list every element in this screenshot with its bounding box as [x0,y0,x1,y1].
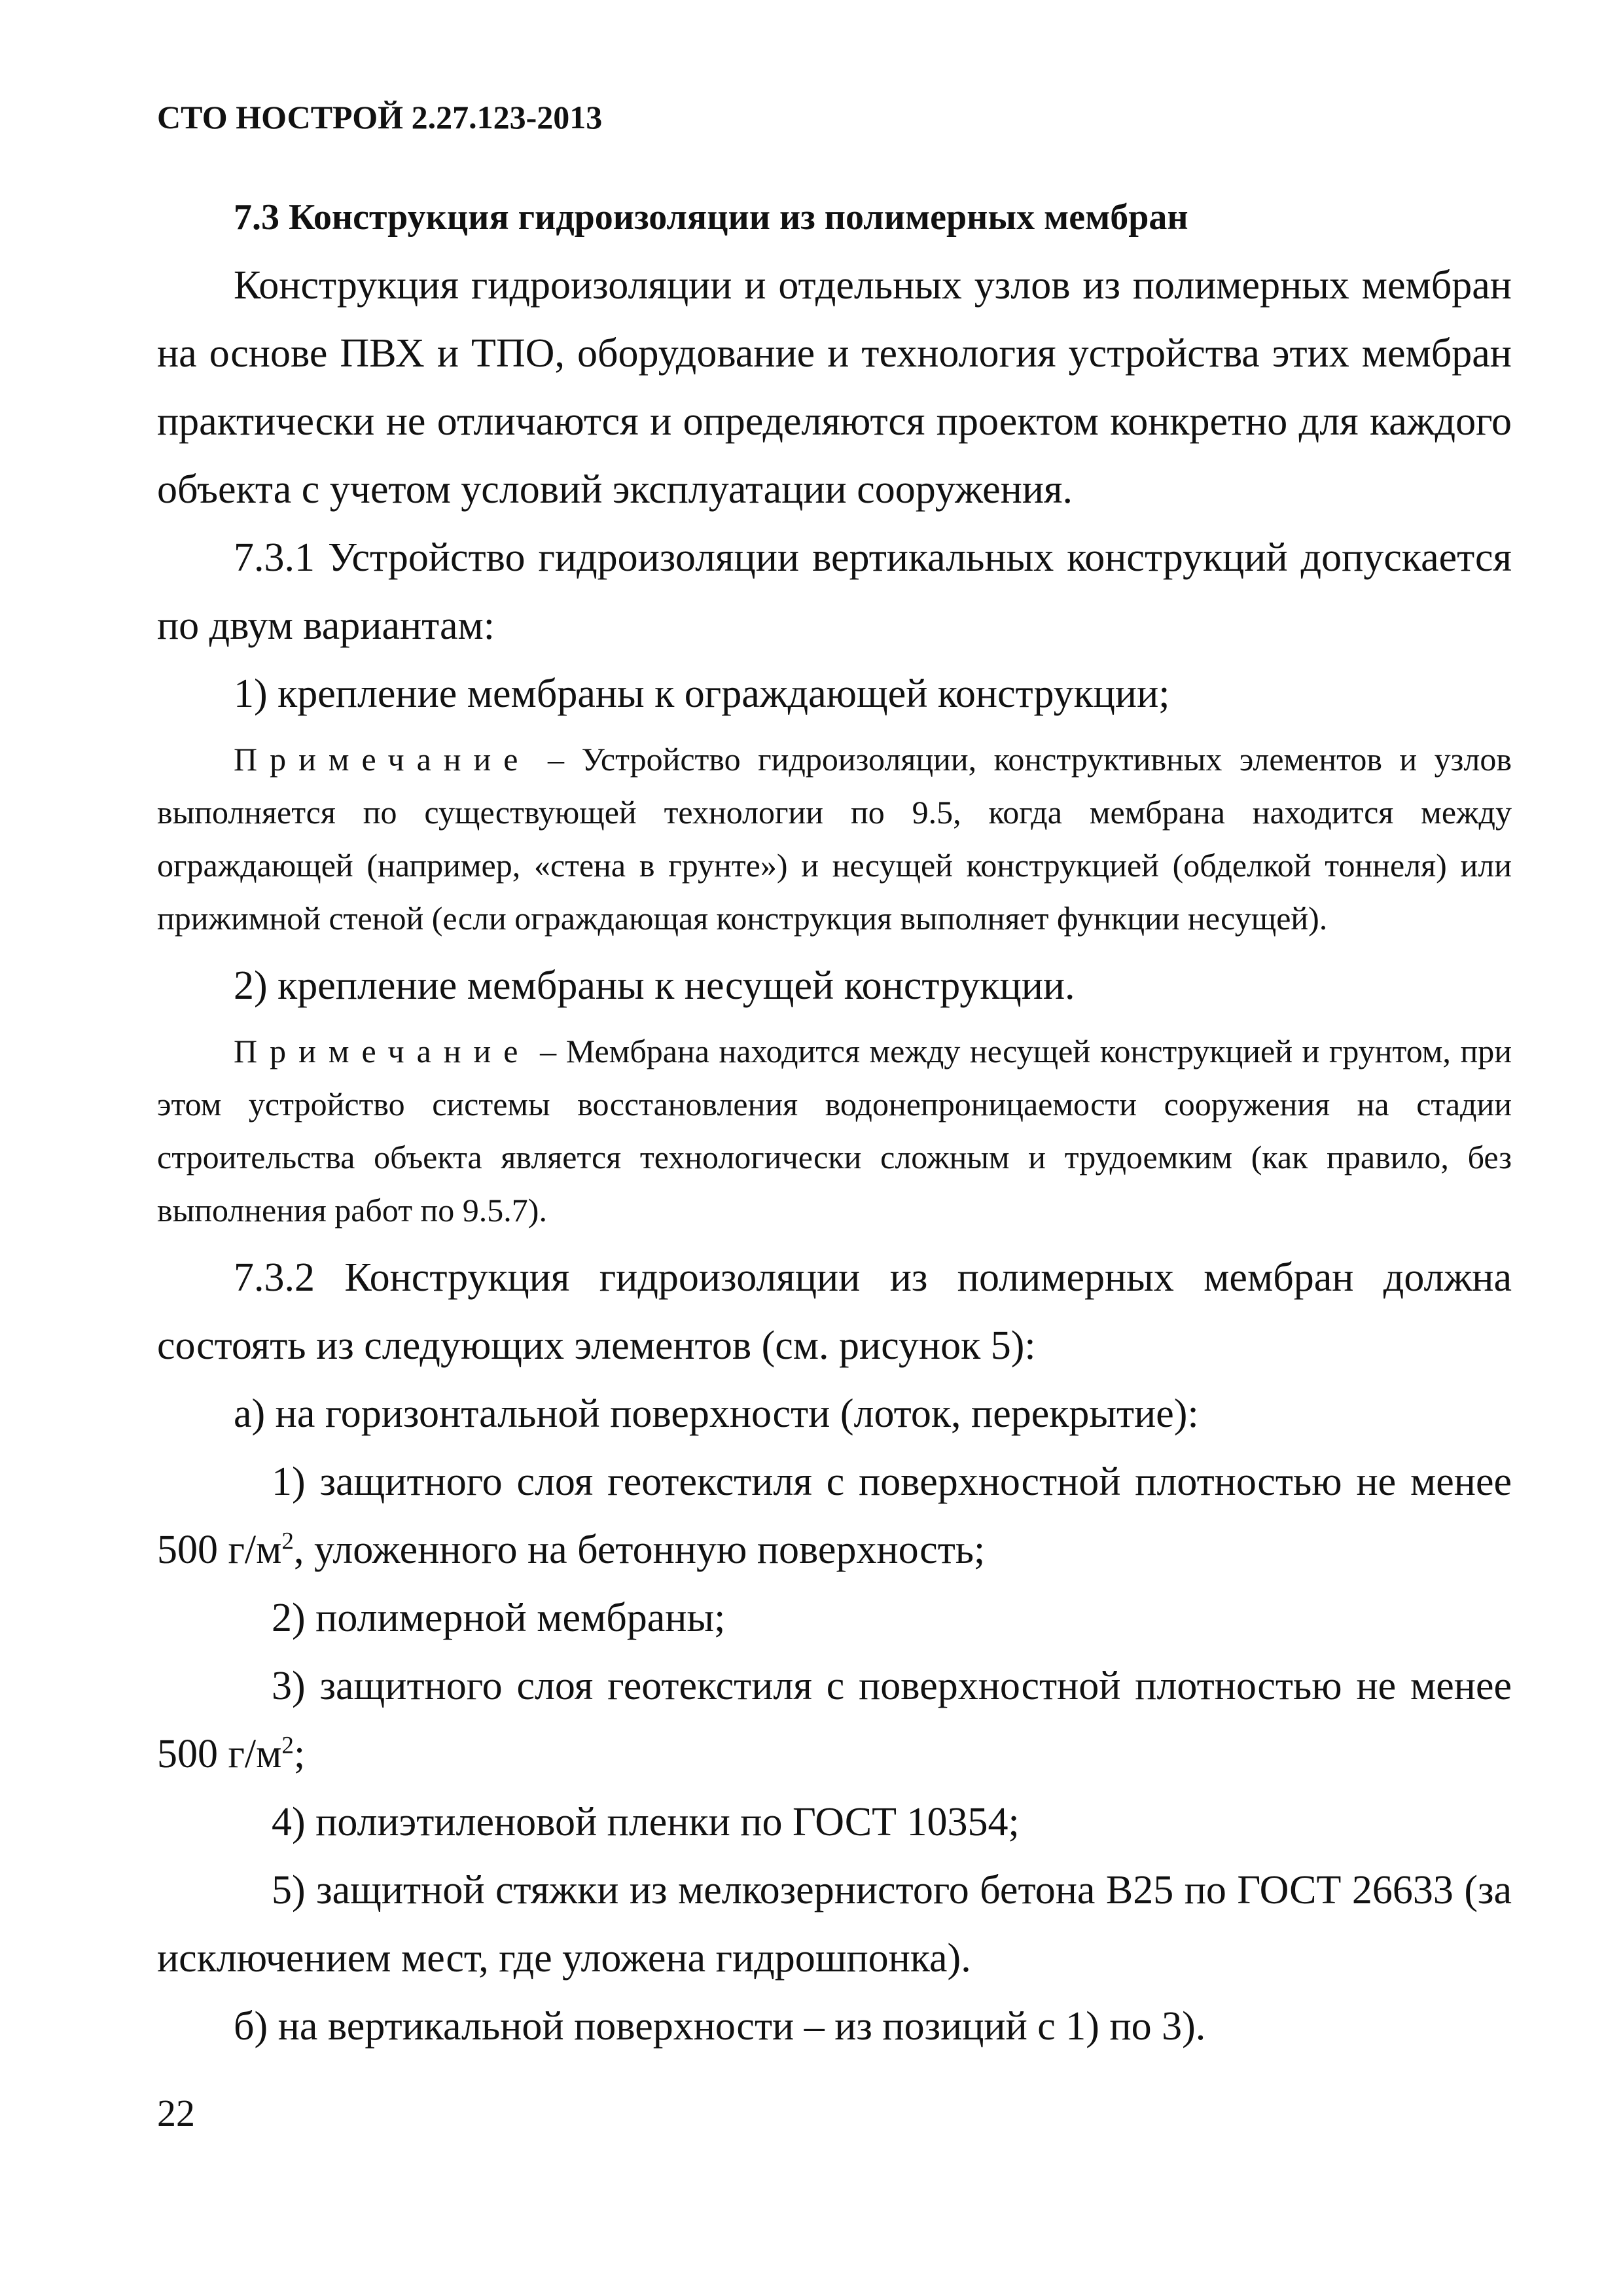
note-1 [157,733,1512,945]
item-a: а) на горизонтальной поверхности (лоток, перекрытие): [234,1391,1199,1436]
paragraph-7-3-1: 7.3.1 Устройство гидроизоляции вертикальных конструкций допускается по двум вариантам: [157,535,1512,648]
note-label: Примечание [234,741,531,778]
item-a-1: 1) защитного слоя геотекстиля с поверхностной плотностью не менее 500 $г/м^2$, уложенного на бетонную поверхность; [157,1460,1512,1572]
note-label: Примечание [234,1033,531,1069]
variant-2: 2) крепление мембраны к несущей конструкции. [234,963,1075,1008]
note-2-text: – Мембрана находится между несущей конструкцией и грунтом, при этом устройство системы восстановления водонепроницаемости сооружения на стадии строительства объекта является технологически сложным и трудоемким (как правило, без выполнения работ по 9.5.7). [157,1033,1512,1229]
section-title: 7.3 Конструкция гидроизоляции из полимерных мембран [234,197,1188,238]
item-a-4: 4) полиэтиленовой пленки по ГОСТ 10354; [272,1800,1020,1844]
item-b: б) на вертикальной поверхности – из позиций с 1) по 3). [234,2004,1206,2049]
paragraph-7-3-2: 7.3.2 Конструкция гидроизоляции из полимерных мембран должна состоять из следующих элементов (см. рисунок 5): [157,1255,1512,1368]
intro-paragraph: Конструкция гидроизоляции и отдельных узлов из полимерных мембран на основе ПВХ и ТПО, оборудование и технология устройства этих мембран практически не отличаются и определяются проектом конкретно для каждого объекта с учетом условий эксплуатации сооружения. [157,263,1512,512]
page-number: 22 [157,2092,195,2134]
document-body [157,183,1512,2060]
note-1-text: – Устройство гидроизоляции, конструктивных элементов и узлов выполняется по существующей технологии по 9.5, когда мембрана находится между ограждающей (например, «стена в грунте») и несущей конструкцией (обделкой тоннеля) или прижимной стеной (если ограждающая конструкция выполняет функции несущей). [157,741,1512,937]
item-a-5: 5) защитной стяжки из мелкозернистого бетона В25 по ГОСТ 26633 (за исключением мест, где уложена гидрошпонка). [157,1868,1512,1981]
item-a-2: 2) полимерной мембраны; [272,1596,726,1640]
variant-1: 1) крепление мембраны к ограждающей конструкции; [234,672,1170,716]
document-header: СТО НОСТРОЙ 2.27.123-2013 [157,99,603,135]
item-a-3: 3) защитного слоя геотекстиля с поверхностной плотностью не менее 500 $г/м^2$; [157,1664,1512,1776]
note-2 [157,1025,1512,1237]
